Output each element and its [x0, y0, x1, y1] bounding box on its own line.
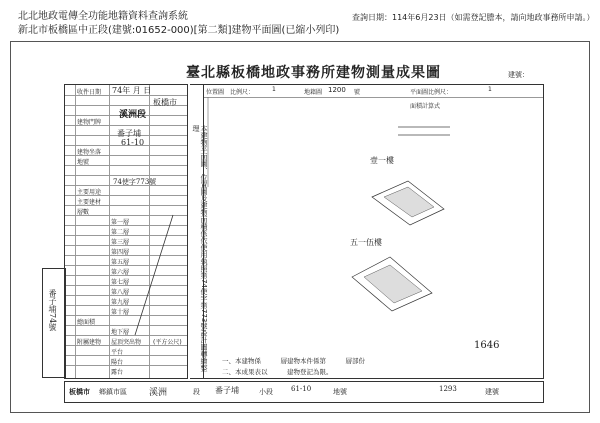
position-map-label: 位置圖 — [206, 89, 225, 96]
footer-building-no: 1293 — [439, 385, 457, 393]
record-line: 新北市板橋區中正段(建號:01652-000)[第二類]建物平面圖(已縮小列印) — [18, 25, 340, 36]
system-title: 北北地政電傳全功能地籍資料查詢系統 — [18, 11, 188, 22]
footer-lot-suffix: 地號 — [333, 388, 347, 396]
footer-subsection-suffix: 小段 — [259, 388, 273, 396]
label-total-area: 總面積 — [77, 319, 96, 326]
footer-subsection: 番子埔 — [215, 386, 239, 395]
floor-4: 第四層 — [111, 249, 130, 256]
plan-area — [204, 84, 544, 379]
footer-location-row — [64, 381, 544, 403]
floor-3: 第三層 — [111, 239, 130, 246]
floor-7: 第七層 — [111, 279, 130, 286]
form-strike-line — [65, 85, 189, 380]
floor-5: 第五層 — [111, 259, 130, 266]
label-attached: 附屬建物 — [77, 339, 102, 346]
remark-1: 一、本建物係 層建物本件係第 層部份 — [222, 357, 365, 365]
scale-value: 1 — [272, 86, 276, 93]
scale-label: 比例尺： — [230, 89, 255, 96]
label-door-plate: 建物門牌 — [77, 119, 102, 126]
certification-strip — [190, 84, 208, 379]
floor-9: 第九層 — [111, 299, 130, 306]
receipt-date-value: 74年 月 日 — [112, 86, 152, 95]
vertical-note: 本建物平面圖、位置圖及建物面積係依使用執照第74使字第773號設計圖轉繪整理 — [192, 125, 208, 372]
footer-section-suffix: 段 — [193, 388, 200, 396]
footer-lot: 61-10 — [291, 385, 312, 393]
registration-form — [64, 84, 188, 379]
area-calc-label: 面積計算式 — [410, 103, 441, 110]
floor-plan-scale-label: 平面圖比例尺： — [410, 89, 453, 96]
applicant-column — [42, 268, 66, 378]
building-no-label: 建號： — [508, 71, 529, 79]
map-no-value: 1200 — [328, 86, 346, 94]
plan-number: 1646 — [474, 340, 500, 351]
attached-balcony: 陽台 — [111, 359, 124, 366]
floor-6: 第六層 — [111, 269, 130, 276]
district-value: 板橋市 — [153, 98, 177, 107]
footer-building-suffix: 建號 — [485, 388, 499, 396]
lot-value: 61-10 — [121, 138, 145, 147]
remarks — [222, 356, 365, 378]
footer-section: 溪洲 — [149, 388, 168, 398]
sheet-title: 臺北縣板橋地政事務所建物測量成果圖 — [186, 65, 441, 81]
attached-platform: 平台 — [111, 349, 124, 356]
subsection-value: 番子埔 — [117, 129, 141, 138]
label-storeys: 層數 — [77, 209, 90, 216]
area-unit: (平方公尺) — [153, 339, 182, 346]
footer-district-suffix: 鄉鎮市區 — [99, 388, 127, 396]
floor-basement: 地下層 — [111, 329, 130, 336]
label-receipt-date: 收件日期 — [77, 89, 102, 96]
floor-plan-scale-value: 1 — [488, 86, 492, 93]
area-note-first-floor: 壹一樓 — [370, 156, 394, 165]
floor-10: 第十層 — [111, 309, 130, 316]
label-location: 建物坐落 — [77, 149, 102, 156]
section-value: 溪洲段 — [119, 110, 147, 120]
query-date: 查詢日期：114年6月23日（如需登記謄本，請向地政事務所申請。） — [352, 13, 595, 22]
label-main-material: 主要建材 — [77, 199, 102, 206]
map-no-label: 地籍圖 — [304, 89, 323, 96]
attached-terrace: 露台 — [111, 369, 124, 376]
label-lot: 地號 — [77, 159, 90, 166]
report-header — [18, 10, 339, 38]
floor-1: 第一層 — [111, 219, 130, 226]
map-no-suffix: 號 — [354, 89, 361, 96]
use-permit-value: 74使字773號 — [113, 178, 157, 186]
floor-2: 第二層 — [111, 229, 130, 236]
floor-roof: 屋頂突出物 — [111, 339, 142, 346]
applicant-handwriting: 番子埔74號 — [48, 289, 57, 332]
area-note-fifth-floor: 五一伍樓 — [350, 238, 382, 247]
floor-8: 第八層 — [111, 289, 130, 296]
label-main-use: 主要用途 — [77, 189, 102, 196]
remark-2: 二、本成果表以 建物登記為限。 — [222, 368, 333, 376]
footer-district: 板橋市 — [69, 388, 90, 396]
